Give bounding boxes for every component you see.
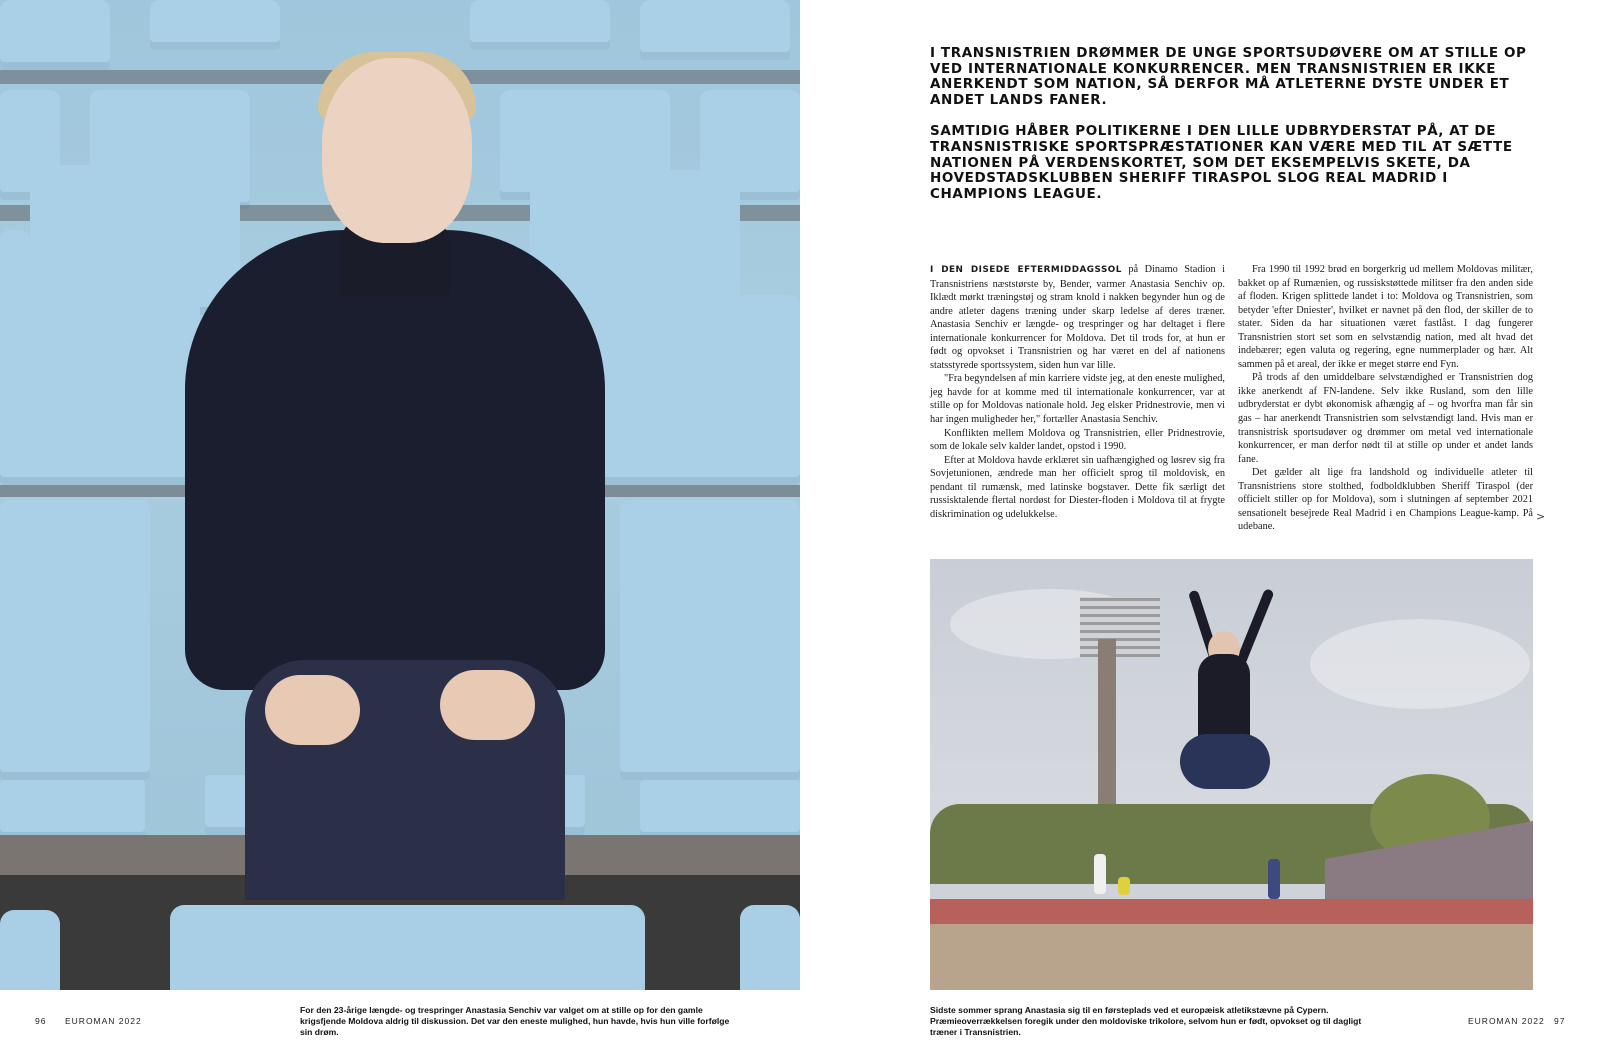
- bystander: [1268, 859, 1280, 899]
- body-paragraph: Fra 1990 til 1992 brød en borgerkrig ud mellem Moldovas militær, bakket op af Rumænien, og russiskstøttede militser fra den anden side af floden. Krigen splittede landet i to: Moldova og Transnistrien, som betyder 'efter Dniester', hvilket er navnet på den flod, der skiller de to stater. Siden da har situationen været fastlåst. I dag fungerer Transnistrien stort set som en selvstændig nation, med alt hvad det indebærer; egen valuta og regering, egne nummerplader og hær. Alt sammen på et areal, der ikke er meget større end Fyn.: [1238, 264, 1533, 370]
- sand-pit: [930, 924, 1533, 990]
- magazine-name-left: EUROMAN 2022: [65, 1016, 142, 1026]
- long-jump-photo: [930, 559, 1533, 990]
- bystander: [1118, 877, 1130, 895]
- bystander: [1094, 854, 1106, 894]
- lead-in: I DEN DISEDE EFTERMIDDAGSSOL: [930, 265, 1122, 275]
- lede-paragraph-1: I TRANSNISTRIEN DRØMMER DE UNGE SPORTSUDØVERE OM AT STILLE OP VED INTERNATIONALE KONKURRENCER. MEN TRANSNISTRIEN ER IKKE ANERKENDT SOM NATION, SÅ DERFOR MÅ ATLETERNE DYSTE UNDER ET ANDET LANDS FANER.: [930, 45, 1527, 108]
- lede-paragraph-2: SAMTIDIG HÅBER POLITIKERNE I DEN LILLE UDBRYDERSTAT PÅ, AT DE TRANSNISTRISKE SPORTSPRÆSTATIONER KAN VÆRE MED TIL AT SÆTTE NATIONEN PÅ VERDENSKORTET, SOM DET EKSEMPELVIS SKETE, DA HOVEDSTADSKLUBBEN SHERIFF TIRASPOL SLOG REAL MADRID I CHAMPIONS LEAGUE.: [930, 123, 1513, 202]
- photo-caption-right: Sidste sommer sprang Anastasia sig til en førsteplads ved et europæisk atletikstævne på Cypern. Præmieoverrækkelsen foregik under den moldoviske trikolore, selvom hun er født, opvokset og til dagligt træner i Transnistrien.: [930, 1005, 1362, 1037]
- woman-face: [322, 58, 472, 243]
- body-paragraph: Det gælder alt lige fra landshold og individuelle atleter til Transnistriens store stolthed, fodboldklubben Sheriff Tiraspol (der officielt stiller op for Moldova), som i slutningen af september 2021 sensationelt besejrede Real Madrid i en Champions League-kamp. På udebane.: [1238, 467, 1533, 533]
- left-hand: [265, 675, 360, 745]
- article-lede: [930, 46, 1530, 218]
- photo-caption-left: For den 23-årige længde- og trespringer Anastasia Senchiv var valget om at stille op for den gamle krigsfjende Moldova aldrig til diskussion. Det var den eneste mulighed, hun havde, hvis hun ville forfølge sin drøm.: [300, 1005, 730, 1037]
- body-column-2: [1238, 263, 1533, 534]
- page-number-left: 96: [35, 1016, 47, 1026]
- body-paragraph: På trods af den umiddelbare selvstændighed er Transnistrien dog ikke anerkendt af FN-landene. Selv ikke Rusland, som den lille udbryderstat er dybt økonomisk afhængig af – og hvorfra man får sin gas – har anerkendt Transnistrien som selvstændigt land. Hvis man er transnistrisk sportsudøver og drømmer om metal ved internationale konkurrencer, er man derfor nødt til at stille op under et andet lands fane.: [1238, 372, 1533, 465]
- jumper-legs: [1180, 734, 1270, 789]
- page-number-right: 97: [1554, 1016, 1566, 1026]
- floodlight-tower: [1080, 597, 1160, 657]
- body-column-1: [930, 263, 1225, 521]
- portrait-photo: [0, 0, 800, 990]
- right-hand: [440, 670, 535, 740]
- magazine-name-right: EUROMAN 2022: [1468, 1016, 1545, 1026]
- body-paragraph: på Dinamo Stadion i Transnistriens næststørste by, Bender, varmer Anastasia Senchiv op. Iklædt mørkt træningstøj og stram knold i nakken begynder hun og de andre atleter dagens træning under skarp ledelse af deres træner. Anastasia Senchiv er længde- og trespringer og har deltaget i flere internationale konkurrencer for Moldova. Det til trods for, at hun er født og opvokset i Transnistrien og har været en del af nationens statsstyrede sportssystem, siden hun var lille.: [930, 264, 1226, 371]
- body-paragraph: "Fra begyndelsen af min karriere vidste jeg, at den eneste mulighed, jeg havde for at komme med til internationale konkurrencer, var at stille op for Moldovas nationale hold. Jeg elsker Pridnestrovie, men vi har ingen muligheder her," fortæller Anastasia Senchiv.: [930, 373, 1225, 426]
- body-paragraph: Efter at Moldova havde erklæret sin uafhængighed og løsrev sig fra Sovjetunionen, ændrede man her officielt sprog til moldovisk, en pendant til rumænsk, med latinske bogstaver. Dette fik særligt det russisktalende flertal nordøst for Diester-floden i Moldova til at frygte diskrimination og udelukkelse.: [930, 454, 1225, 520]
- continue-arrow-icon: >: [1536, 510, 1546, 523]
- woman-torso: [185, 230, 605, 690]
- body-paragraph: Konflikten mellem Moldova og Transnistrien, eller Pridnestrovie, som de lokale selv kalder landet, opstod i 1990.: [930, 427, 1225, 453]
